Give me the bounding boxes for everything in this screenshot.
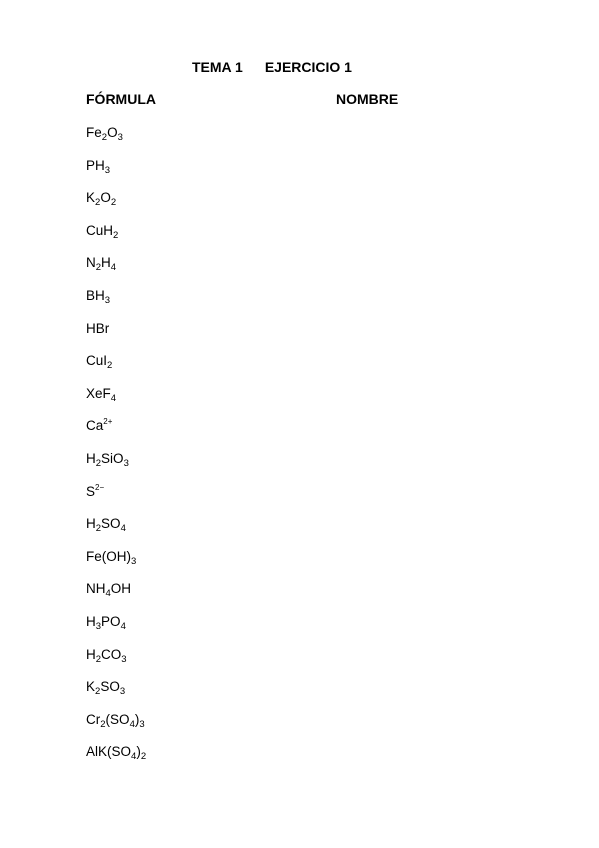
formula-list (86, 124, 146, 776)
formula-text: K (86, 190, 96, 206)
formula-subscript: 2 (113, 229, 119, 241)
tema-label: TEMA 1 (192, 59, 243, 75)
formula-item (86, 743, 146, 776)
formula-subscript: 4 (110, 262, 117, 274)
formula-text: CO (101, 646, 122, 662)
formula-text: O (107, 125, 118, 140)
formula-text: BH (86, 287, 105, 303)
formula-item (86, 189, 146, 222)
formula-subscript: 4 (131, 751, 137, 763)
formula-item (86, 320, 146, 353)
formula-item (86, 450, 146, 483)
formula-item (86, 124, 146, 157)
formula-text: H (86, 516, 96, 532)
formula-text: H (86, 613, 96, 629)
formula-item (86, 646, 146, 679)
formula-text: OH (110, 581, 132, 597)
formula-item (86, 515, 146, 548)
formula-text: PO (101, 613, 121, 629)
formula-subscript: 3 (104, 164, 111, 176)
formula-subscript: 2 (95, 457, 102, 469)
formula-subscript: 2 (100, 718, 106, 730)
formula-subscript: 4 (120, 523, 126, 535)
formula-text: HBr (86, 320, 110, 336)
formula-subscript: 4 (129, 718, 135, 730)
formula-text: H (101, 255, 111, 271)
formula-subscript: 3 (117, 132, 123, 143)
page-title (192, 59, 352, 75)
formula-item (86, 352, 146, 385)
formula-subscript: 2 (95, 653, 102, 665)
formula-text: ) (136, 744, 141, 760)
formula-text: (SO (105, 711, 130, 727)
formula-text: K (86, 679, 96, 695)
formula-text: Fe (86, 125, 102, 140)
formula-item (86, 157, 146, 190)
formula-item (86, 222, 146, 255)
formula-subscript: 4 (110, 392, 117, 404)
formula-superscript: 2− (95, 482, 105, 492)
formula-subscript: 2 (95, 262, 102, 274)
formula-item (86, 483, 146, 516)
formula-item (86, 580, 146, 613)
formula-subscript: 3 (95, 620, 102, 632)
formula-subscript: 4 (105, 588, 111, 600)
formula-text: S (86, 483, 96, 499)
formula-text: Ca (86, 418, 104, 434)
formula-subscript: 2 (95, 523, 102, 535)
formula-item (86, 548, 146, 581)
formula-text: PH (86, 157, 105, 173)
formula-subscript: 2 (101, 132, 108, 143)
formula-text: AlK(SO (86, 744, 132, 760)
formula-subscript: 2 (95, 197, 101, 209)
formula-subscript: 3 (121, 653, 127, 665)
formula-item (86, 385, 146, 418)
formula-text: XeF (86, 385, 111, 401)
formula-subscript: 3 (139, 718, 145, 730)
formula-text: SO (100, 679, 120, 695)
formula-subscript: 2 (140, 751, 147, 763)
formula-text: H (86, 450, 96, 466)
formula-item (86, 417, 146, 450)
formula-text: NH (86, 581, 106, 597)
ejercicio-label: EJERCICIO 1 (264, 59, 352, 75)
formula-text: H (86, 646, 96, 662)
formula-item (86, 287, 146, 320)
formula-superscript: 2+ (103, 417, 113, 427)
formula-text: ) (134, 711, 140, 727)
formula-subscript: 4 (120, 620, 126, 632)
formula-subscript: 2 (107, 360, 113, 372)
formula-subscript: 3 (119, 686, 126, 698)
formula-subscript: 3 (131, 555, 137, 567)
column-header-nombre: NOMBRE (336, 91, 399, 107)
formula-subscript: 3 (123, 457, 129, 469)
formula-text: Cr (86, 711, 101, 727)
formula-text: O (100, 190, 111, 206)
formula-text: SiO (101, 450, 124, 466)
formula-item (86, 613, 146, 646)
formula-subscript: 3 (104, 294, 111, 306)
column-header-formula: FÓRMULA (86, 91, 156, 107)
formula-subscript: 2 (95, 686, 101, 698)
formula-text: Fe(OH) (86, 548, 131, 564)
formula-text: CuI (86, 353, 108, 369)
formula-subscript: 2 (110, 197, 117, 209)
formula-text: SO (101, 516, 121, 532)
formula-item (86, 678, 146, 711)
formula-item (86, 254, 146, 287)
formula-item (86, 711, 146, 744)
formula-text: CuH (86, 222, 114, 238)
formula-text: N (86, 255, 96, 271)
